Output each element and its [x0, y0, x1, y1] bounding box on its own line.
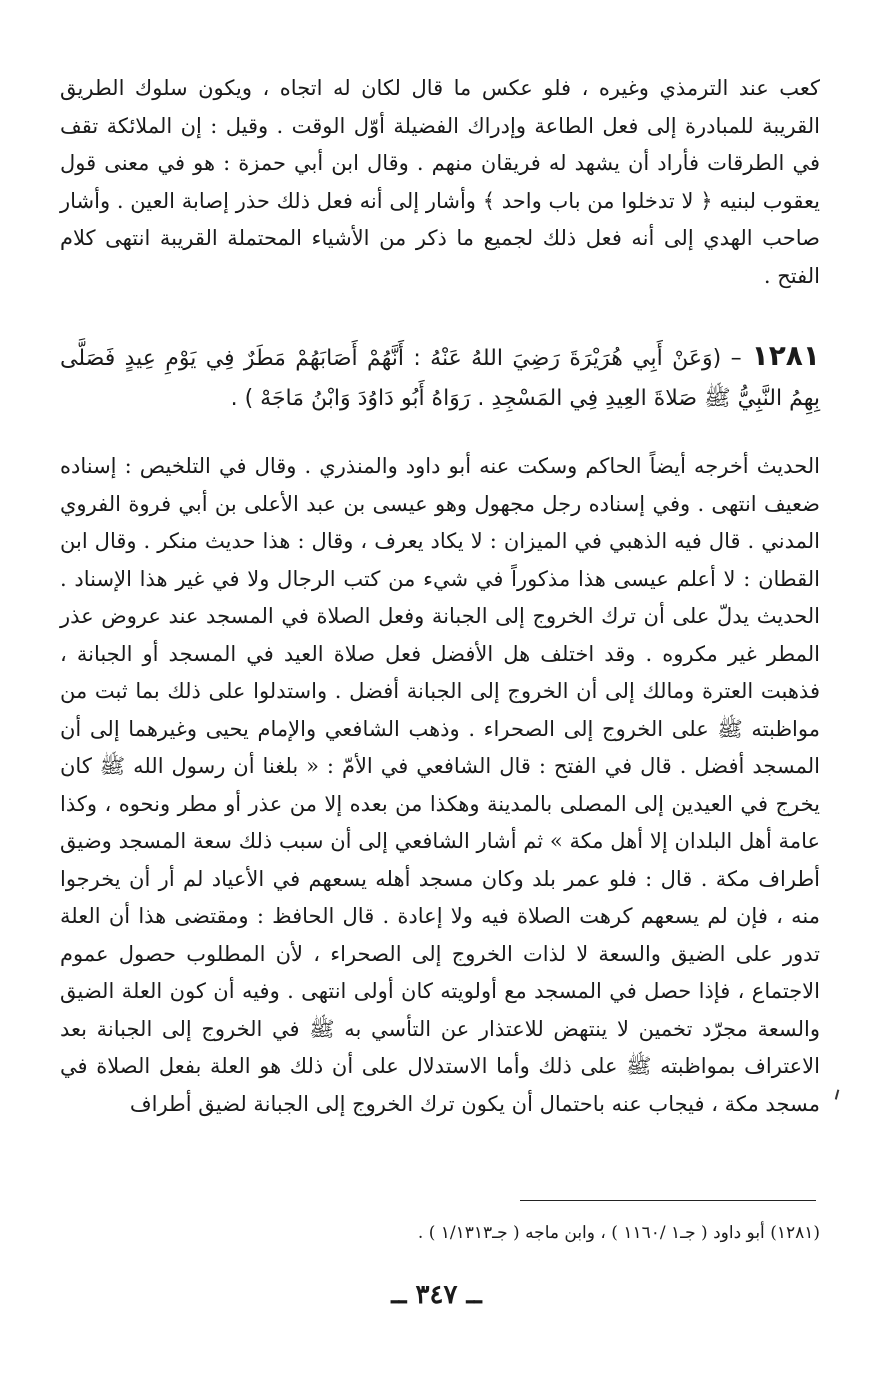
footnote-divider [520, 1200, 816, 1201]
commentary-paragraph: الحديث أخرجه أيضاً الحاكم وسكت عنه أبو داود والمنذري . وقال في التلخيص : إسناده ضعيف انتهى . وفي إسناده رجل مجهول وهو عيسى بن عبد الأعلى بن أبي فروة الفروي المدني . قال فيه الذهبي في الميزان : لا يكاد يعرف ، وقال : هذا حديث منكر . وقال ابن القطان : لا أعلم عيسى هذا مذكوراً في شيء من كتب الرجال ولا في غير هذا الإسناد . الحديث يدلّ على أن ترك الخروج إلى الجبانة وفعل الصلاة في المسجد عند عروض عذر المطر غير مكروه . وقد اختلف هل الأفضل فعل صلاة العيد في المسجد أو الجبانة ، فذهبت العترة ومالك إلى أن الخروج إلى الجبانة أفضل . واستدلوا على ذلك بما ثبت من مواظبته ﷺ على الخروج إلى الصحراء . وذهب الشافعي والإمام يحيى وغيرهما إلى أن المسجد أفضل . قال في الفتح : قال الشافعي في الأمّ : « بلغنا أن رسول الله ﷺ كان يخرج في العيدين إلى المصلى بالمدينة وهكذا من بعده إلا من عذر أو مطر ونحوه ، وكذا عامة أهل البلدان إلا أهل مكة » ثم أشار الشافعي إلى أن سبب ذلك سعة المسجد وضيق أطراف مكة . قال : فلو عمر بلد وكان مسجد أهله يسعهم في الأعياد لم أر أن يخرجوا منه ، فإن لم يسعهم كرهت الصلاة فيه ولا إعادة . قال الحافظ : ومقتضى هذا أن العلة تدور على الضيق والسعة لا لذات الخروج إلى الصحراء ، لأن المطلوب حصول عموم الاجتماع ، فإذا حصل في المسجد مع أولويته كان أولى انتهى . وفيه أن كون العلة الضيق والسعة مجرّد تخمين لا ينتهض للاعتذار عن التأسي به ﷺ في الخروج إلى الجبانة بعد الاعتراف بمواظبته ﷺ على ذلك وأما الاستدلال على أن ذلك هو العلة بفعل الصلاة في مسجد مكة ، فيجاب عنه باحتمال أن يكون ترك الخروج إلى الجبانة لضيق أطراف [60, 454, 821, 1116]
footnote: (١٢٨١) أبو داود ( جـ١ /١١٦٠ ) ، وابن ماجه ( جـ١/١٣١٣ ) . [417, 1223, 820, 1243]
hadith-text: – (وَعَنْ أَبِي هُرَيْرَةَ رَضِيَ اللهُ عَنْهُ : أَنَّهُمْ أَصَابَهُمْ مَطَرٌ فِي يَوْمِ عِيدٍ فَصَلَّى بِهِمُ النَّبِيُّ ﷺ صَلاةَ العِيدِ فِي المَسْجِدِ . رَوَاهُ أَبُو دَاوُدَ وَابْنُ مَاجَهْ ) . [60, 346, 820, 411]
hadith-entry [60, 336, 820, 419]
margin-mark [835, 1090, 842, 1101]
page-number: ــ ٣٤٧ ــ [391, 1280, 482, 1310]
paragraph-continuation: كعب عند الترمذي وغيره ، فلو عكس ما قال لكان له اتجاه ، ويكون سلوك الطريق القريبة للمبادرة إلى فعل الطاعة وإدراك الفضيلة أوّل الوقت . وقيل : إن الملائكة تقف في الطرقات فأراد أن يشهد له فريقان منهم . وقال ابن أبي حمزة : هو في معنى قول يعقوب لبنيه ﴿ لا تدخلوا من باب واحد ﴾ وأشار إلى أنه فعل ذلك حذر إصابة العين . وأشار صاحب الهدي إلى أنه فعل ذلك لجميع ما ذكر من الأشياء المحتملة القريبة انتهى كلام الفتح . [60, 76, 820, 288]
hadith-number: ١٢٨١ [751, 339, 820, 372]
